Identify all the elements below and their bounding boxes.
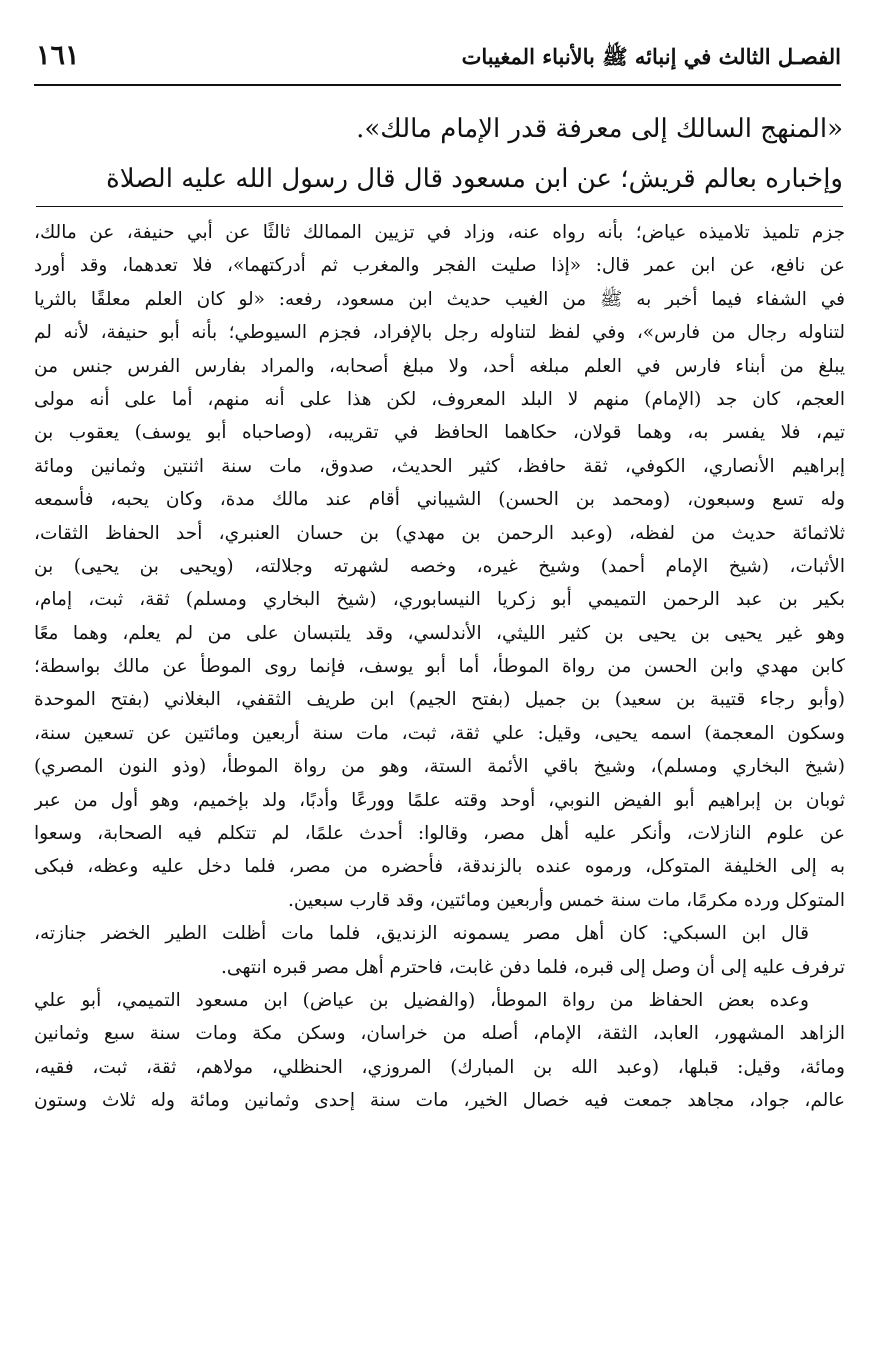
commentary-line: تيم، فلا يفسر به، وهما قولان، حكاهما الحافظ في تقريبه، (وصاحباه أبو يوسف) يعقوب بن	[34, 422, 845, 444]
commentary-line: ثلاثمائة حديث من لفظه، (وعبد الرحمن بن مهدي) بن حسان العنبري، أحد الحفاظ الثقات،	[34, 522, 845, 544]
commentary-text	[34, 216, 845, 1118]
chapter-title: الفصـل الثالث في إنبائه ﷺ بالأنباء المغيبات	[461, 44, 841, 69]
commentary-line: ترفرف عليه إلى أن وصل إلى قبره، فلما دفن غابت، فاحترم أهل مصر قبره انتهى.	[221, 956, 845, 978]
running-header	[34, 38, 841, 86]
commentary-line: العجم، كان جد (الإمام) منهم لا البلد المعروف، لكن هذا على أنه منهم، أما على أنه مولى	[34, 388, 845, 410]
commentary-line: بكير بن عبد الرحمن التميمي أبو زكريا النيسابوري، (شيخ البخاري ومسلم) ثقة، ثبت، إمام،	[34, 589, 845, 611]
main-text-line: وإخباره بعالم قريش؛ عن ابن مسعود قال قال رسول الله عليه الصلاة	[106, 164, 843, 194]
commentary-line: يبلغ من أبناء فارس في العلم مبلغه أحد، ولا مبلغ أصحابه، والمراد بفارس الفرس جنس من	[34, 355, 845, 377]
commentary-line: (شيخ البخاري ومسلم)، وشيخ باقي الأئمة الستة، وهو من رواة الموطأ، (وذو النون المصري)	[34, 756, 845, 778]
commentary-line: كابن مهدي وابن الحسن من رواة الموطأ، أما أبو يوسف، فإنما روى الموطأ عن مالك بواسطة؛	[34, 656, 845, 678]
main-text-line: «المنهج السالك إلى معرفة قدر الإمام مالك».	[356, 114, 843, 144]
commentary-line: في الشفاء فيما أخبر به ﷺ من الغيب حديث ابن مسعود، رفعه: «لو كان العلم معلقًا بالثريا	[34, 288, 845, 310]
footnote-divider	[36, 206, 843, 207]
page-number: ١٦١	[36, 40, 80, 71]
main-text	[36, 104, 843, 204]
commentary-line: وعده بعض الحفاظ من رواة الموطأ، (والفضيل بن عياض) ابن مسعود التميمي، أبو علي	[34, 989, 809, 1011]
commentary-line: المتوكل ورده مكرمًا، مات سنة خمس وأربعين ومائتين، وقد قارب سبعين.	[287, 889, 845, 911]
commentary-line: قال ابن السبكي: كان أهل مصر يسمونه الزنديق، فلما مات أظلت الطير الخضر جنازته،	[34, 923, 809, 945]
commentary-line: عالم، جواد، مجاهد جمعت فيه خصال الخير، مات سنة إحدى وثمانين ومائة وله ثلاث وستون	[34, 1090, 845, 1112]
commentary-line: وله تسع وسبعون، (ومحمد بن الحسن) الشيباني أقام عند مالك مدة، وكان يحبه، فأسمعه	[34, 489, 845, 511]
commentary-line: الزاهد المشهور، العابد، الثقة، الإمام، أصله من خراسان، وسكن مكة ومات سنة سبع وثمانين	[34, 1023, 845, 1045]
commentary-line: به إلى الخليفة المتوكل، ورموه عنده بالزندقة، فأحضره من مصر، فلما دخل عليه وعظه، فبكى	[34, 856, 845, 878]
commentary-line: وهو غير يحيى بن يحيى بن كثير الليثي، الأندلسي، وقد يلتبسان على من لم يعلم، وهما معًا	[34, 622, 845, 644]
commentary-line: عن علوم النازلات، وأنكر عليه أهل مصر، وقالوا: أحدث علمًا، لم تتكلم فيه الصحابة، وسعوا	[34, 823, 845, 845]
commentary-line: ثوبان بن إبراهيم أبو الفيض النوبي، أوحد وقته علمًا وورعًا وأدبًا، ولد بإخميم، وهو أول من عبر	[34, 789, 845, 811]
commentary-line: لتناوله رجال من فارس»، وفي لفظ لتناوله رجل بالإفراد، فجزم السيوطي؛ بأنه أبو حنيفة، لأنه لم	[34, 322, 845, 344]
commentary-line: ومائة، وقيل: قبلها، (وعبد الله بن المبارك) المروزي، الحنظلي، مولاهم، ثقة، ثبت، فقيه،	[34, 1056, 845, 1078]
commentary-line: (وأبو رجاء قتيبة بن سعيد) بن جميل (بفتح الجيم) ابن طريف الثقفي، البغلاني (بفتح الموحدة	[34, 689, 845, 711]
commentary-line: عن نافع، عن ابن عمر قال: «إذا صليت الفجر والمغرب ثم أدركتهما»، فلا تعدهما، وقد أورد	[34, 255, 845, 277]
commentary-line: إبراهيم الأنصاري، الكوفي، ثقة حافظ، كثير الحديث، صدوق، مات سنة اثنتين وثمانين ومائة	[34, 455, 845, 477]
commentary-line: جزم تلميذ تلاميذه عياض؛ بأنه رواه عنه، وزاد في تزيين الممالك ثالثًا عن أبي حنيفة، عن مالك،	[34, 222, 845, 243]
commentary-line: وسكون المعجمة) اسمه يحيى، وقيل: علي ثقة، ثبت، مات سنة أربعين ومائتين عن تسعين سنة،	[34, 722, 845, 744]
commentary-line: الأثبات، (شيخ الإمام أحمد) وشيخ غيره، وخصه لشهرته وجلالته، (ويحيى بن يحيى) بن	[34, 555, 845, 577]
